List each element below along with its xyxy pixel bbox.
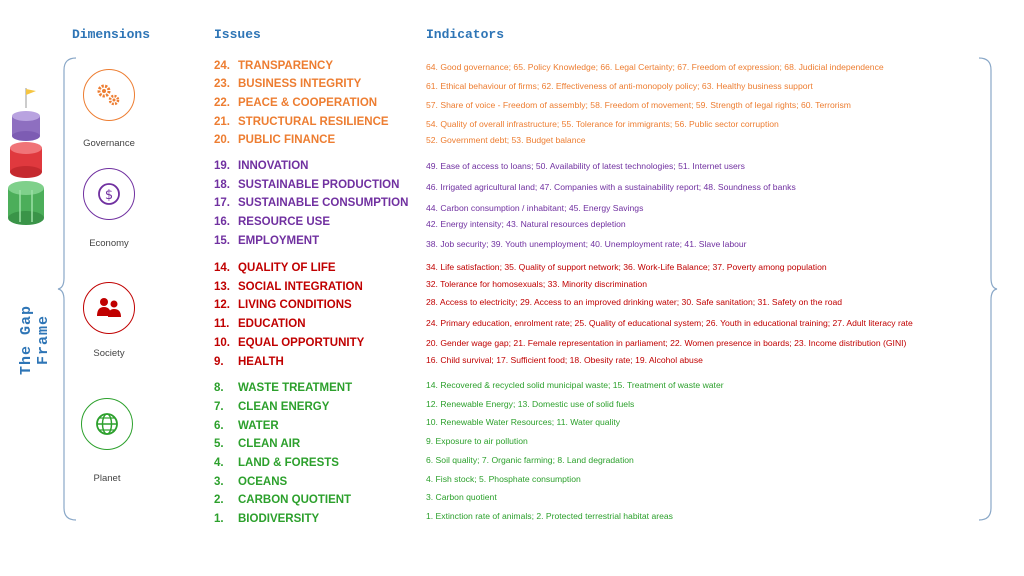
issue-row-17: 17. SUSTAINABLE CONSUMPTION	[214, 197, 409, 209]
issue-row-23: 23. BUSINESS INTEGRITY	[214, 78, 362, 90]
issue-row-14: 14. QUALITY OF LIFE	[214, 262, 336, 274]
issue-row-11: 11. EDUCATION	[214, 318, 306, 330]
issue-row-24: 24. TRANSPARENCY	[214, 60, 333, 72]
header-indicators: Indicators	[426, 27, 505, 42]
indicators-row-24: 64. Good governance; 65. Policy Knowledge; 66. Legal Certainty; 67. Freedom of expression; 68. Judicial independence	[426, 62, 884, 72]
indicators-row-15: 38. Job security; 39. Youth unemployment; 40. Unemployment rate; 41. Slave labour	[426, 239, 747, 249]
issue-row-10: 10. EQUAL OPPORTUNITY	[214, 337, 365, 349]
indicators-row-22: 57. Share of voice - Freedom of assembly; 58. Freedom of movement; 59. Strength of legal rights; 60. Terrorism	[426, 100, 851, 110]
issue-row-21: 21. STRUCTURAL RESILIENCE	[214, 116, 389, 128]
people-icon	[84, 283, 134, 333]
indicators-row-16: 42. Energy intensity; 43. Natural resources depletion	[426, 219, 626, 229]
indicators-row-7: 12. Renewable Energy; 13. Domestic use of solid fuels	[426, 399, 635, 409]
issue-row-18: 18. SUSTAINABLE PRODUCTION	[214, 179, 400, 191]
indicators-row-10: 20. Gender wage gap; 21. Female representation in parliament; 22. Women presence in boards; 23. Income distribution (GINI)	[426, 338, 907, 348]
governance-circle	[83, 69, 135, 121]
dollar-icon	[84, 169, 134, 219]
indicators-row-8: 14. Recovered & recycled solid municipal waste; 15. Treatment of waste water	[426, 380, 724, 390]
right-bracket	[977, 56, 999, 522]
society-circle	[83, 282, 135, 334]
indicators-row-6: 10. Renewable Water Resources; 11. Water quality	[426, 417, 621, 427]
dimension-label-economy: Economy	[89, 238, 129, 249]
issue-row-7: 7. CLEAN ENERGY	[214, 401, 330, 413]
indicators-row-21: 54. Quality of overall infrastructure; 55. Tolerance for immigrants; 56. Public sector corruption	[426, 119, 779, 129]
indicators-row-20: 52. Government debt; 53. Budget balance	[426, 135, 586, 145]
issue-row-8: 8. WASTE TREATMENT	[214, 382, 353, 394]
header-issues: Issues	[214, 27, 261, 42]
issue-row-2: 2. CARBON QUOTIENT	[214, 494, 352, 506]
indicators-row-2: 3. Carbon quotient	[426, 492, 497, 502]
indicators-row-19: 49. Ease of access to loans; 50. Availability of latest technologies; 51. Internet users	[426, 161, 745, 171]
indicators-row-3: 4. Fish stock; 5. Phosphate consumption	[426, 474, 581, 484]
dimension-label-planet: Planet	[93, 473, 121, 484]
issue-row-3: 3. OCEANS	[214, 476, 288, 488]
indicators-row-5: 9. Exposure to air pollution	[426, 436, 528, 446]
frame-title: The Gap Frame	[18, 305, 52, 376]
indicators-row-1: 1. Extinction rate of animals; 2. Protected terrestrial habitat areas	[426, 511, 673, 521]
dimension-label-governance: Governance	[83, 138, 135, 149]
economy-circle	[83, 168, 135, 220]
issue-row-12: 12. LIVING CONDITIONS	[214, 299, 352, 311]
issue-row-6: 6. WATER	[214, 420, 279, 432]
indicators-row-14: 34. Life satisfaction; 35. Quality of support network; 36. Work-Life Balance; 37. Poverty among population	[426, 262, 827, 272]
planet-circle	[81, 398, 133, 450]
globe-icon	[82, 399, 132, 449]
issue-row-16: 16. RESOURCE USE	[214, 216, 331, 228]
indicators-row-23: 61. Ethical behaviour of firms; 62. Effectiveness of anti-monopoly policy; 63. Healthy business support	[426, 81, 813, 91]
indicators-row-11: 24. Primary education, enrolment rate; 25. Quality of educational system; 26. Youth in educational training; 27. Adult literacy rate	[426, 318, 913, 328]
indicators-row-4: 6. Soil quality; 7. Organic farming; 8. Land degradation	[426, 455, 634, 465]
issue-row-15: 15. EMPLOYMENT	[214, 235, 320, 247]
gears-icon	[84, 70, 134, 120]
indicators-row-9: 16. Child survival; 17. Sufficient food; 18. Obesity rate; 19. Alcohol abuse	[426, 355, 703, 365]
issue-row-20: 20. PUBLIC FINANCE	[214, 134, 336, 146]
indicators-row-12: 28. Access to electricity; 29. Access to an improved drinking water; 30. Safe sanitation; 31. Safety on the road	[426, 297, 843, 307]
issue-row-22: 22. PEACE & COOPERATION	[214, 97, 378, 109]
issue-row-13: 13. SOCIAL INTEGRATION	[214, 281, 363, 293]
header-dimensions: Dimensions	[72, 27, 151, 42]
gap-frame-logo-icon	[6, 86, 46, 231]
left-bracket	[56, 56, 78, 522]
dimension-label-society: Society	[93, 348, 125, 359]
issue-row-4: 4. LAND & FORESTS	[214, 457, 339, 469]
indicators-row-18: 46. Irrigated agricultural land; 47. Companies with a sustainability report; 48. Soundness of banks	[426, 182, 796, 192]
svg-text:$: $	[104, 188, 114, 203]
indicators-row-13: 32. Tolerance for homosexuals; 33. Minority discrimination	[426, 279, 647, 289]
indicators-row-17: 44. Carbon consumption / inhabitant; 45. Energy Savings	[426, 203, 644, 213]
issue-row-1: 1. BIODIVERSITY	[214, 513, 320, 525]
issue-row-9: 9. HEALTH	[214, 356, 284, 368]
issue-row-19: 19. INNOVATION	[214, 160, 309, 172]
issue-row-5: 5. CLEAN AIR	[214, 438, 301, 450]
